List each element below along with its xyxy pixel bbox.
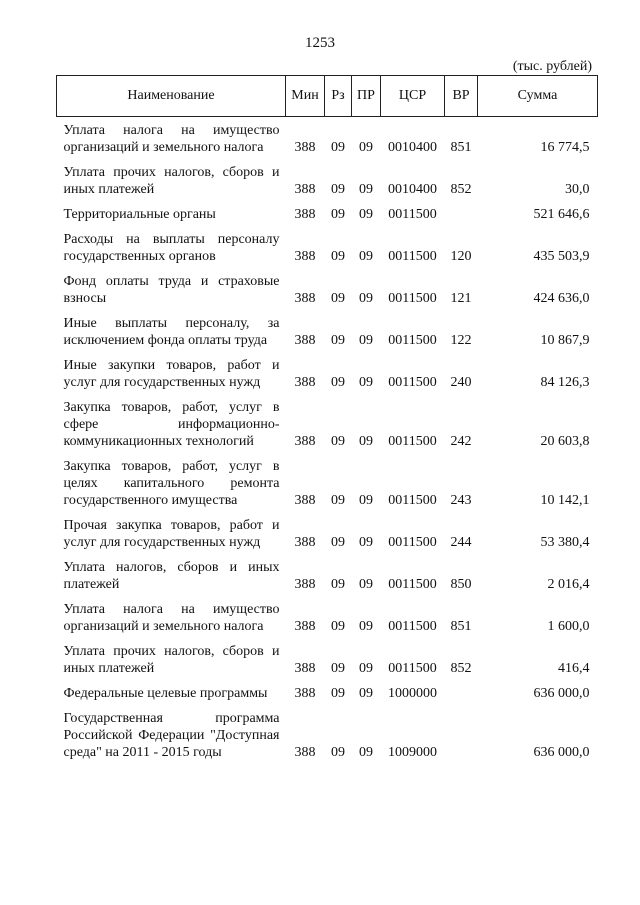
cell-name: Иные закупки товаров, работ и услуг для государственных нужд bbox=[63, 358, 280, 390]
cell-pr: 09 bbox=[359, 493, 373, 508]
table-row bbox=[57, 638, 598, 680]
table-row bbox=[57, 512, 598, 554]
cell-pr: 09 bbox=[359, 375, 373, 390]
cell-sum: 10 867,9 bbox=[540, 333, 590, 348]
cell-sum: 435 503,9 bbox=[533, 249, 590, 264]
cell-min: 388 bbox=[294, 745, 316, 760]
cell-min: 388 bbox=[294, 375, 316, 390]
cell-sum: 53 380,4 bbox=[540, 535, 590, 550]
cell-sum: 30,0 bbox=[565, 182, 590, 197]
cell-sum: 636 000,0 bbox=[533, 686, 590, 701]
cell-name: Иные выплаты персоналу, за исключением фонда оплаты труда bbox=[63, 316, 280, 348]
cell-rz: 09 bbox=[331, 493, 345, 508]
cell-rz: 09 bbox=[331, 619, 345, 634]
cell-csr: 0011500 bbox=[388, 577, 437, 592]
cell-vr: 852 bbox=[450, 661, 472, 676]
cell-rz: 09 bbox=[331, 182, 345, 197]
cell-pr: 09 bbox=[359, 686, 373, 701]
table-row bbox=[57, 226, 598, 268]
cell-min: 388 bbox=[294, 434, 316, 449]
cell-min: 388 bbox=[294, 291, 316, 306]
table-row bbox=[57, 352, 598, 394]
table-row bbox=[57, 705, 598, 764]
cell-pr: 09 bbox=[359, 207, 373, 222]
cell-name: Уплата налога на имущество организаций и земельного налога bbox=[63, 602, 280, 634]
table-row bbox=[57, 201, 598, 226]
budget-table bbox=[56, 75, 598, 764]
cell-csr: 1000000 bbox=[388, 686, 437, 701]
cell-rz: 09 bbox=[331, 686, 345, 701]
table-row bbox=[57, 453, 598, 512]
cell-vr: 122 bbox=[450, 333, 472, 348]
cell-csr: 0011500 bbox=[388, 333, 437, 348]
cell-min: 388 bbox=[294, 182, 316, 197]
cell-sum: 521 646,6 bbox=[533, 207, 590, 222]
cell-pr: 09 bbox=[359, 182, 373, 197]
cell-rz: 09 bbox=[331, 745, 345, 760]
table-row bbox=[57, 159, 598, 201]
cell-min: 388 bbox=[294, 686, 316, 701]
cell-min: 388 bbox=[294, 333, 316, 348]
cell-vr: 240 bbox=[450, 375, 472, 390]
cell-min: 388 bbox=[294, 661, 316, 676]
cell-name: Расходы на выплаты персоналу государственных органов bbox=[63, 232, 280, 264]
cell-csr: 0011500 bbox=[388, 249, 437, 264]
cell-rz: 09 bbox=[331, 140, 345, 155]
cell-pr: 09 bbox=[359, 249, 373, 264]
cell-csr: 1009000 bbox=[388, 745, 437, 760]
table-header-row bbox=[57, 76, 598, 117]
cell-min: 388 bbox=[294, 535, 316, 550]
cell-csr: 0011500 bbox=[388, 661, 437, 676]
table-row bbox=[57, 394, 598, 453]
cell-pr: 09 bbox=[359, 291, 373, 306]
cell-vr: 850 bbox=[450, 577, 472, 592]
cell-rz: 09 bbox=[331, 207, 345, 222]
cell-name: Закупка товаров, работ, услуг в целях капитального ремонта государственного имущества bbox=[63, 459, 280, 508]
cell-csr: 0011500 bbox=[388, 619, 437, 634]
header-sum: Сумма bbox=[478, 76, 598, 117]
cell-pr: 09 bbox=[359, 745, 373, 760]
cell-vr: 852 bbox=[450, 182, 472, 197]
cell-rz: 09 bbox=[331, 434, 345, 449]
cell-csr: 0011500 bbox=[388, 434, 437, 449]
cell-csr: 0010400 bbox=[388, 140, 437, 155]
cell-csr: 0011500 bbox=[388, 535, 437, 550]
cell-vr bbox=[445, 705, 478, 764]
cell-name: Фонд оплаты труда и страховые взносы bbox=[63, 274, 280, 306]
cell-csr: 0010400 bbox=[388, 182, 437, 197]
cell-pr: 09 bbox=[359, 333, 373, 348]
cell-sum: 424 636,0 bbox=[533, 291, 590, 306]
cell-csr: 0011500 bbox=[388, 207, 437, 222]
cell-pr: 09 bbox=[359, 140, 373, 155]
cell-sum: 10 142,1 bbox=[540, 493, 590, 508]
cell-vr: 244 bbox=[450, 535, 472, 550]
cell-rz: 09 bbox=[331, 661, 345, 676]
cell-name: Территориальные органы bbox=[63, 207, 216, 222]
cell-sum: 16 774,5 bbox=[540, 140, 590, 155]
cell-name: Федеральные целевые программы bbox=[63, 686, 268, 701]
cell-min: 388 bbox=[294, 577, 316, 592]
cell-vr: 120 bbox=[450, 249, 472, 264]
cell-sum: 1 600,0 bbox=[547, 619, 590, 634]
cell-rz: 09 bbox=[331, 249, 345, 264]
cell-name: Уплата налогов, сборов и иных платежей bbox=[63, 560, 280, 592]
cell-vr: 851 bbox=[450, 619, 472, 634]
cell-sum: 636 000,0 bbox=[533, 745, 590, 760]
table-row bbox=[57, 596, 598, 638]
header-csr: ЦСР bbox=[381, 76, 445, 117]
table-row bbox=[57, 310, 598, 352]
header-rz: Рз bbox=[325, 76, 352, 117]
cell-rz: 09 bbox=[331, 577, 345, 592]
cell-rz: 09 bbox=[331, 291, 345, 306]
table-row bbox=[57, 680, 598, 705]
cell-rz: 09 bbox=[331, 375, 345, 390]
cell-name: Закупка товаров, работ, услуг в сфере информационно-коммуникационных технологий bbox=[63, 400, 280, 449]
page-number: 1253 bbox=[305, 35, 335, 51]
cell-pr: 09 bbox=[359, 535, 373, 550]
units-label: (тыс. рублей) bbox=[512, 59, 592, 74]
cell-pr: 09 bbox=[359, 434, 373, 449]
cell-name: Уплата прочих налогов, сборов и иных платежей bbox=[63, 644, 280, 676]
cell-vr: 243 bbox=[450, 493, 472, 508]
table-row bbox=[57, 554, 598, 596]
header-pr: ПР bbox=[352, 76, 381, 117]
header-name: Наименование bbox=[57, 76, 286, 117]
table-row bbox=[57, 268, 598, 310]
header-min: Мин bbox=[286, 76, 325, 117]
cell-name: Прочая закупка товаров, работ и услуг для государственных нужд bbox=[63, 518, 280, 550]
cell-csr: 0011500 bbox=[388, 291, 437, 306]
cell-sum: 20 603,8 bbox=[540, 434, 590, 449]
cell-min: 388 bbox=[294, 249, 316, 264]
cell-sum: 84 126,3 bbox=[540, 375, 590, 390]
cell-csr: 0011500 bbox=[388, 375, 437, 390]
cell-sum: 416,4 bbox=[558, 661, 590, 676]
cell-rz: 09 bbox=[331, 535, 345, 550]
cell-pr: 09 bbox=[359, 661, 373, 676]
cell-vr: 851 bbox=[450, 140, 472, 155]
cell-rz: 09 bbox=[331, 333, 345, 348]
cell-vr: 121 bbox=[450, 291, 472, 306]
cell-min: 388 bbox=[294, 207, 316, 222]
cell-sum: 2 016,4 bbox=[547, 577, 590, 592]
cell-csr: 0011500 bbox=[388, 493, 437, 508]
header-vr: ВР bbox=[445, 76, 478, 117]
cell-name: Уплата налога на имущество организаций и земельного налога bbox=[63, 123, 280, 155]
cell-name: Уплата прочих налогов, сборов и иных платежей bbox=[63, 165, 280, 197]
cell-pr: 09 bbox=[359, 577, 373, 592]
cell-vr bbox=[445, 201, 478, 226]
table-row bbox=[57, 117, 598, 160]
cell-min: 388 bbox=[294, 619, 316, 634]
cell-vr: 242 bbox=[450, 434, 472, 449]
cell-min: 388 bbox=[294, 493, 316, 508]
cell-pr: 09 bbox=[359, 619, 373, 634]
cell-min: 388 bbox=[294, 140, 316, 155]
cell-vr bbox=[445, 680, 478, 705]
cell-name: Государственная программа Российской Федерации "Доступная среда" на 2011 - 2015 годы bbox=[63, 711, 280, 760]
